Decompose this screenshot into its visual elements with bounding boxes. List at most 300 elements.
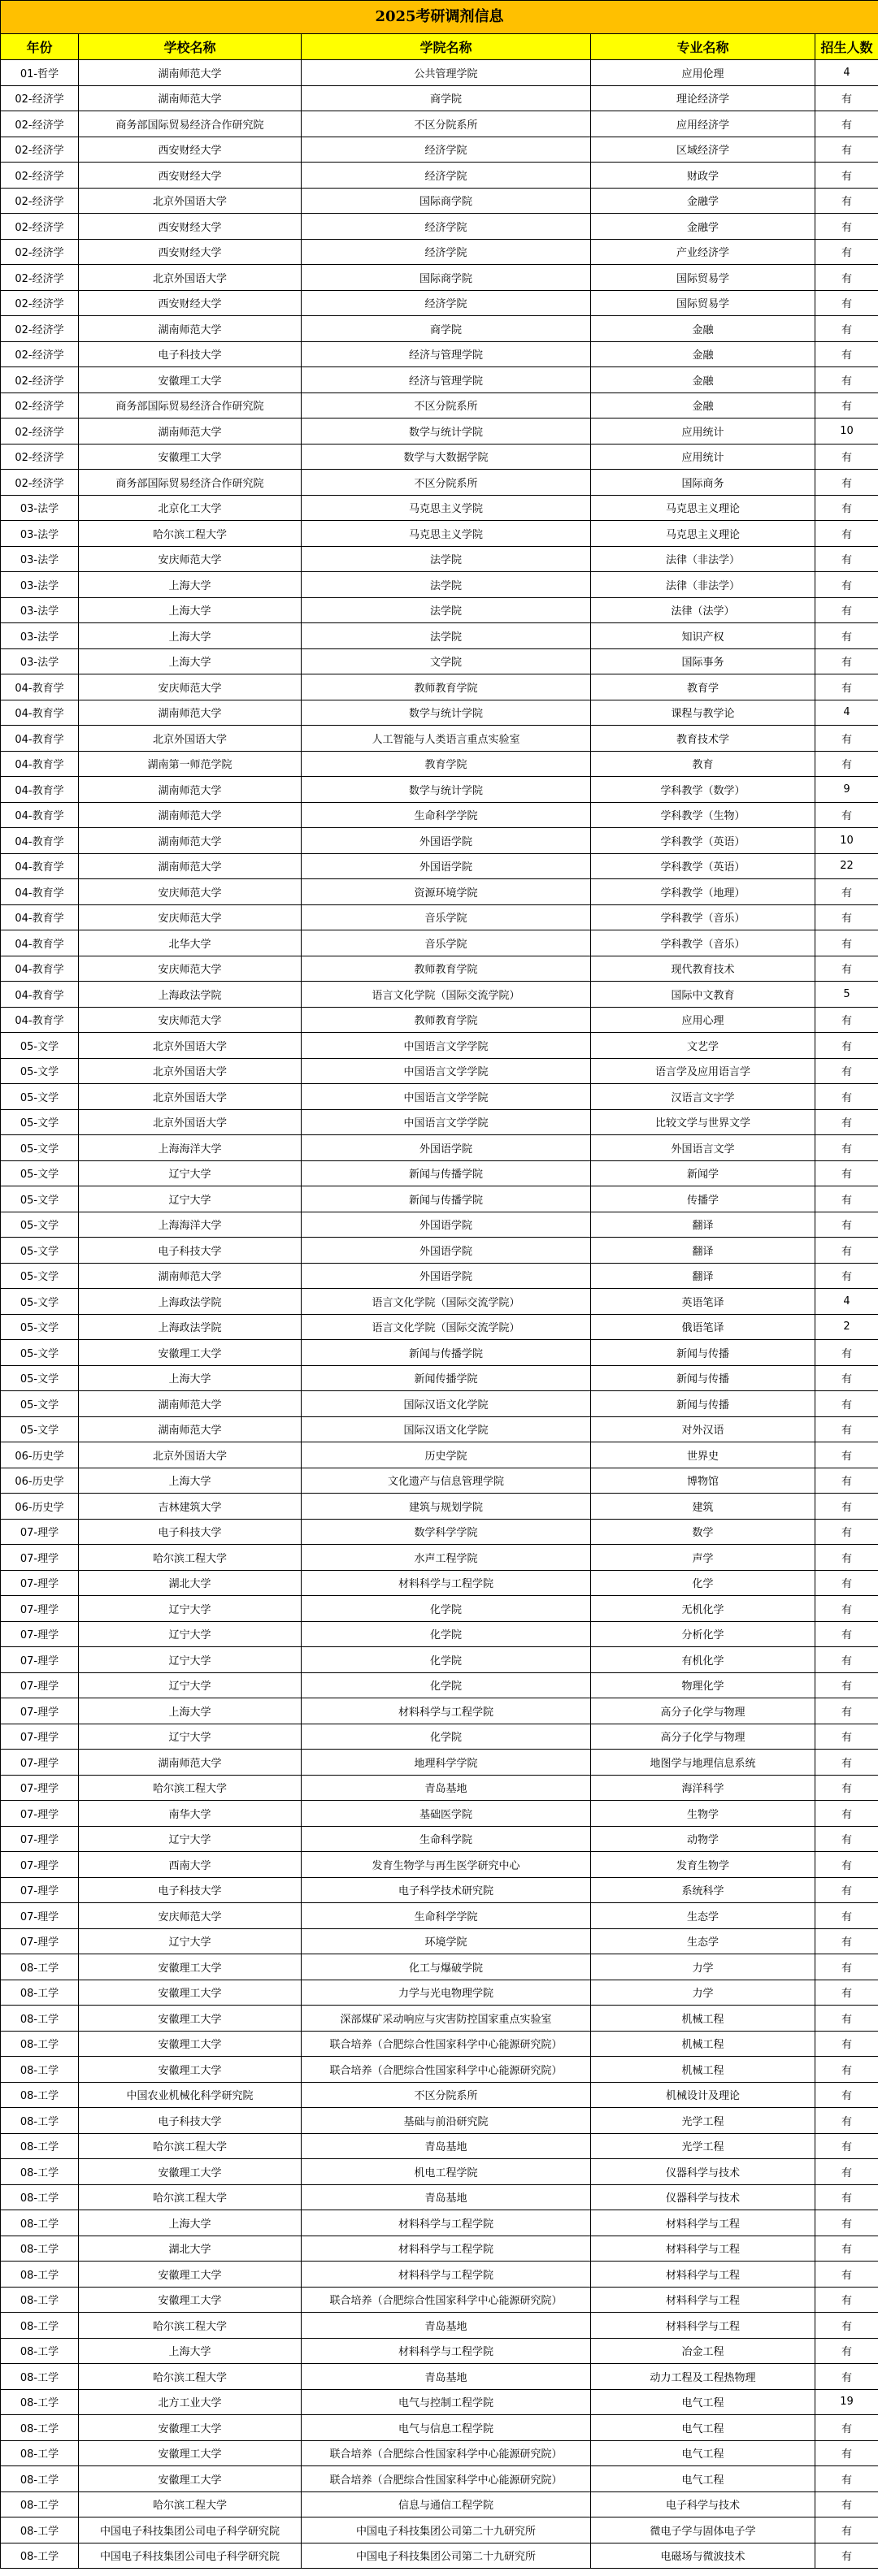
- cell-school: 哈尔滨工程大学: [79, 2313, 302, 2339]
- cell-college: 环境学院: [302, 1928, 591, 1954]
- cell-major: 语言学及应用语言学: [591, 1058, 815, 1084]
- cell-college: 青岛基地: [302, 2133, 591, 2159]
- cell-college: 中国电子科技集团公司第二十九研究所: [302, 2517, 591, 2543]
- table-row: [1, 1212, 878, 1238]
- table-row: [1, 930, 878, 956]
- cell-major: 知识产权: [591, 623, 815, 649]
- cell-major: 新闻与传播: [591, 1391, 815, 1417]
- table-row: [1, 674, 878, 700]
- cell-college: 材料科学与工程学院: [302, 2236, 591, 2262]
- cell-major: 比较文学与世界文学: [591, 1109, 815, 1135]
- cell-school: 湖南师范大学: [79, 1263, 302, 1289]
- table-row: [1, 597, 878, 623]
- cell-school: 哈尔滨工程大学: [79, 1545, 302, 1571]
- cell-enrollment: 有: [815, 1750, 878, 1776]
- cell-major: 仪器科学与技术: [591, 2184, 815, 2210]
- cell-major: 机械设计及理论: [591, 2082, 815, 2108]
- cell-college: 化学院: [302, 1647, 591, 1673]
- cell-college: 材料科学与工程学院: [302, 2338, 591, 2364]
- table-row: [1, 2057, 878, 2083]
- cell-enrollment: 有: [815, 1160, 878, 1186]
- cell-school: 北京外国语大学: [79, 1109, 302, 1135]
- cell-year: 08-工学: [1, 1980, 79, 2006]
- cell-college: 化学院: [302, 1596, 591, 1622]
- cell-enrollment: 有: [815, 2006, 878, 2032]
- cell-college: 历史学院: [302, 1442, 591, 1468]
- cell-college: 材料科学与工程学院: [302, 1698, 591, 1724]
- cell-year: 08-工学: [1, 2082, 79, 2108]
- cell-college: 青岛基地: [302, 2313, 591, 2339]
- table-row: [1, 2082, 878, 2108]
- table-row: [1, 418, 878, 445]
- cell-major: 机械工程: [591, 2057, 815, 2083]
- cell-enrollment: 有: [815, 1877, 878, 1903]
- cell-school: 上海大学: [79, 1698, 302, 1724]
- cell-major: 国际事务: [591, 648, 815, 674]
- cell-school: 吉林建筑大学: [79, 1494, 302, 1520]
- cell-year: 05-文学: [1, 1033, 79, 1059]
- cell-college: 经济与管理学院: [302, 341, 591, 367]
- cell-year: 06-历史学: [1, 1468, 79, 1494]
- cell-college: 新闻与传播学院: [302, 1340, 591, 1366]
- table-row: [1, 2313, 878, 2339]
- cell-major: 电气工程: [591, 2415, 815, 2441]
- cell-year: 08-工学: [1, 2543, 79, 2569]
- cell-school: 辽宁大学: [79, 1186, 302, 1212]
- cell-enrollment: 10: [815, 828, 878, 854]
- cell-school: 湖南师范大学: [79, 777, 302, 803]
- cell-school: 哈尔滨工程大学: [79, 2133, 302, 2159]
- cell-school: 湖北大学: [79, 2236, 302, 2262]
- cell-major: 学科教学（音乐）: [591, 930, 815, 956]
- table-row: [1, 751, 878, 777]
- cell-year: 02-经济学: [1, 418, 79, 445]
- cell-enrollment: 有: [815, 214, 878, 240]
- cell-school: 哈尔滨工程大学: [79, 2364, 302, 2390]
- cell-school: 上海政法学院: [79, 1314, 302, 1340]
- cell-major: 材料科学与工程: [591, 2210, 815, 2236]
- cell-major: 俄语笔译: [591, 1314, 815, 1340]
- table-row: [1, 982, 878, 1008]
- cell-school: 湖南师范大学: [79, 1391, 302, 1417]
- cell-enrollment: 有: [815, 2236, 878, 2262]
- table-row: [1, 2133, 878, 2159]
- table-row: [1, 904, 878, 930]
- cell-year: 02-经济学: [1, 137, 79, 163]
- cell-year: 07-理学: [1, 1570, 79, 1596]
- cell-enrollment: 有: [815, 444, 878, 470]
- cell-school: 安庆师范大学: [79, 879, 302, 905]
- table-row: [1, 802, 878, 828]
- cell-enrollment: 有: [815, 879, 878, 905]
- cell-school: 安徽理工大学: [79, 2031, 302, 2057]
- table-row: [1, 700, 878, 726]
- table-row: [1, 572, 878, 598]
- cell-college: 信息与通信工程学院: [302, 2491, 591, 2517]
- cell-year: 03-法学: [1, 546, 79, 572]
- cell-school: 湖南师范大学: [79, 802, 302, 828]
- cell-major: 力学: [591, 1954, 815, 1980]
- table-row: [1, 1109, 878, 1135]
- cell-enrollment: 有: [815, 726, 878, 752]
- cell-college: 国际商学院: [302, 265, 591, 291]
- cell-enrollment: 有: [815, 1801, 878, 1827]
- cell-enrollment: 有: [815, 239, 878, 265]
- cell-college: 公共管理学院: [302, 60, 591, 86]
- cell-year: 05-文学: [1, 1289, 79, 1315]
- cell-major: 翻译: [591, 1263, 815, 1289]
- cell-school: 辽宁大学: [79, 1647, 302, 1673]
- cell-college: 经济学院: [302, 290, 591, 316]
- cell-enrollment: 有: [815, 648, 878, 674]
- cell-major: 电磁场与微波技术: [591, 2543, 815, 2569]
- cell-enrollment: 有: [815, 546, 878, 572]
- cell-year: 04-教育学: [1, 802, 79, 828]
- cell-school: 安徽理工大学: [79, 2159, 302, 2185]
- cell-year: 02-经济学: [1, 290, 79, 316]
- cell-college: 发育生物学与再生医学研究中心: [302, 1852, 591, 1878]
- cell-year: 06-历史学: [1, 1494, 79, 1520]
- cell-enrollment: 有: [815, 1058, 878, 1084]
- cell-college: 青岛基地: [302, 2364, 591, 2390]
- cell-major: 地图学与地理信息系统: [591, 1750, 815, 1776]
- table-body: [1, 60, 878, 2569]
- cell-college: 文学院: [302, 648, 591, 674]
- cell-year: 03-法学: [1, 521, 79, 547]
- cell-school: 西安财经大学: [79, 239, 302, 265]
- cell-major: 法律（非法学）: [591, 572, 815, 598]
- cell-year: 05-文学: [1, 1416, 79, 1442]
- table-row: [1, 521, 878, 547]
- cell-enrollment: 有: [815, 623, 878, 649]
- cell-enrollment: 有: [815, 1570, 878, 1596]
- cell-enrollment: 有: [815, 1647, 878, 1673]
- cell-year: 08-工学: [1, 2313, 79, 2339]
- cell-college: 教育学院: [302, 751, 591, 777]
- cell-school: 辽宁大学: [79, 1596, 302, 1622]
- cell-enrollment: 19: [815, 2389, 878, 2415]
- cell-year: 04-教育学: [1, 777, 79, 803]
- cell-year: 07-理学: [1, 1775, 79, 1801]
- cell-year: 05-文学: [1, 1135, 79, 1161]
- cell-major: 国际贸易学: [591, 265, 815, 291]
- table-row: [1, 290, 878, 316]
- cell-major: 理论经济学: [591, 85, 815, 111]
- cell-enrollment: 有: [815, 1724, 878, 1750]
- cell-major: 机械工程: [591, 2006, 815, 2032]
- cell-college: 地理科学学院: [302, 1750, 591, 1776]
- cell-college: 数学科学学院: [302, 1519, 591, 1545]
- cell-major: 光学工程: [591, 2108, 815, 2134]
- cell-school: 北京外国语大学: [79, 265, 302, 291]
- cell-college: 人工智能与人类语言重点实验室: [302, 726, 591, 752]
- cell-enrollment: 有: [815, 1545, 878, 1571]
- cell-major: 应用伦理: [591, 60, 815, 86]
- cell-school: 电子科技大学: [79, 1238, 302, 1264]
- table-title: 2025考研调剂信息: [0, 0, 878, 33]
- table-row: [1, 367, 878, 393]
- cell-year: 08-工学: [1, 2184, 79, 2210]
- cell-enrollment: 有: [815, 1416, 878, 1442]
- cell-college: 数学与统计学院: [302, 777, 591, 803]
- table-row: [1, 2466, 878, 2492]
- cell-year: 04-教育学: [1, 700, 79, 726]
- cell-college: 法学院: [302, 546, 591, 572]
- cell-enrollment: 有: [815, 904, 878, 930]
- cell-college: 外国语学院: [302, 828, 591, 854]
- cell-college: 化学院: [302, 1724, 591, 1750]
- cell-major: 电气工程: [591, 2440, 815, 2466]
- cell-school: 中国电子科技集团公司电子科学研究院: [79, 2543, 302, 2569]
- cell-college: 材料科学与工程学院: [302, 1570, 591, 1596]
- table-row: [1, 1494, 878, 1520]
- cell-school: 西安财经大学: [79, 163, 302, 189]
- cell-enrollment: 有: [815, 2133, 878, 2159]
- cell-enrollment: 有: [815, 2364, 878, 2390]
- cell-major: 汉语言文字学: [591, 1084, 815, 1110]
- cell-major: 应用心理: [591, 1007, 815, 1033]
- table-row: [1, 2159, 878, 2185]
- cell-year: 03-法学: [1, 597, 79, 623]
- table-row: [1, 392, 878, 418]
- cell-college: 文化遗产与信息管理学院: [302, 1468, 591, 1494]
- cell-major: 应用统计: [591, 444, 815, 470]
- cell-school: 中国农业机械化科学研究院: [79, 2082, 302, 2108]
- cell-major: 物理化学: [591, 1672, 815, 1698]
- cell-college: 生命科学院: [302, 1826, 591, 1852]
- cell-major: 材料科学与工程: [591, 2287, 815, 2313]
- table-row: [1, 726, 878, 752]
- cell-enrollment: 有: [815, 1186, 878, 1212]
- cell-major: 无机化学: [591, 1596, 815, 1622]
- cell-enrollment: 有: [815, 597, 878, 623]
- cell-year: 07-理学: [1, 1877, 79, 1903]
- cell-school: 上海政法学院: [79, 1289, 302, 1315]
- cell-major: 法律（法学）: [591, 597, 815, 623]
- cell-year: 05-文学: [1, 1186, 79, 1212]
- cell-major: 冶金工程: [591, 2338, 815, 2364]
- cell-year: 07-理学: [1, 1545, 79, 1571]
- table-row: [1, 853, 878, 879]
- cell-school: 上海大学: [79, 572, 302, 598]
- table-row: [1, 1775, 878, 1801]
- table-row: [1, 2491, 878, 2517]
- cell-school: 哈尔滨工程大学: [79, 521, 302, 547]
- cell-college: 马克思主义学院: [302, 495, 591, 521]
- table-row: [1, 1826, 878, 1852]
- cell-enrollment: 有: [815, 2543, 878, 2569]
- cell-college: 中国语言文学学院: [302, 1109, 591, 1135]
- cell-enrollment: 有: [815, 1928, 878, 1954]
- cell-major: 金融: [591, 392, 815, 418]
- cell-enrollment: 有: [815, 1238, 878, 1264]
- table-row: [1, 1621, 878, 1647]
- cell-college: 国际汉语文化学院: [302, 1391, 591, 1417]
- cell-school: 商务部国际贸易经济合作研究院: [79, 392, 302, 418]
- cell-college: 经济学院: [302, 137, 591, 163]
- cell-enrollment: 有: [815, 1340, 878, 1366]
- cell-school: 安庆师范大学: [79, 904, 302, 930]
- cell-major: 新闻学: [591, 1160, 815, 1186]
- cell-college: 数学与大数据学院: [302, 444, 591, 470]
- cell-school: 北京外国语大学: [79, 726, 302, 752]
- cell-year: 01-哲学: [1, 60, 79, 86]
- cell-year: 04-教育学: [1, 930, 79, 956]
- cell-year: 04-教育学: [1, 726, 79, 752]
- cell-school: 西南大学: [79, 1852, 302, 1878]
- cell-year: 03-法学: [1, 495, 79, 521]
- cell-enrollment: 有: [815, 1391, 878, 1417]
- table-row: [1, 1596, 878, 1622]
- cell-college: 电气与控制工程学院: [302, 2389, 591, 2415]
- cell-major: 新闻与传播: [591, 1340, 815, 1366]
- table-row: [1, 956, 878, 982]
- cell-major: 动力工程及工程热物理: [591, 2364, 815, 2390]
- cell-school: 安徽理工大学: [79, 2057, 302, 2083]
- cell-major: 应用经济学: [591, 111, 815, 137]
- column-header-major: 专业名称: [591, 34, 815, 60]
- cell-year: 04-教育学: [1, 1007, 79, 1033]
- cell-year: 02-经济学: [1, 392, 79, 418]
- table-row: [1, 2287, 878, 2313]
- table-row: [1, 1135, 878, 1161]
- cell-year: 07-理学: [1, 1519, 79, 1545]
- cell-enrollment: 5: [815, 982, 878, 1008]
- cell-college: 不区分院系所: [302, 111, 591, 137]
- table-row: [1, 1545, 878, 1571]
- cell-school: 上海大学: [79, 648, 302, 674]
- cell-school: 北京化工大学: [79, 495, 302, 521]
- cell-college: 电气与信息工程学院: [302, 2415, 591, 2441]
- table-row: [1, 1877, 878, 1903]
- cell-year: 04-教育学: [1, 904, 79, 930]
- cell-enrollment: 有: [815, 1852, 878, 1878]
- cell-college: 外国语学院: [302, 1212, 591, 1238]
- cell-school: 辽宁大学: [79, 1621, 302, 1647]
- cell-year: 04-教育学: [1, 879, 79, 905]
- table-row: [1, 1314, 878, 1340]
- cell-college: 新闻与传播学院: [302, 1160, 591, 1186]
- cell-enrollment: 有: [815, 1442, 878, 1468]
- cell-school: 安庆师范大学: [79, 956, 302, 982]
- cell-year: 08-工学: [1, 2491, 79, 2517]
- table-row: [1, 2517, 878, 2543]
- cell-school: 上海大学: [79, 1468, 302, 1494]
- cell-enrollment: 有: [815, 956, 878, 982]
- cell-major: 高分子化学与物理: [591, 1724, 815, 1750]
- cell-college: 青岛基地: [302, 1775, 591, 1801]
- cell-year: 08-工学: [1, 2108, 79, 2134]
- cell-school: 辽宁大学: [79, 1724, 302, 1750]
- cell-school: 湖南师范大学: [79, 60, 302, 86]
- cell-college: 语言文化学院（国际交流学院）: [302, 982, 591, 1008]
- cell-school: 北方工业大学: [79, 2389, 302, 2415]
- cell-major: 国际商务: [591, 470, 815, 496]
- cell-major: 学科教学（英语）: [591, 853, 815, 879]
- table-row: [1, 1186, 878, 1212]
- cell-year: 04-教育学: [1, 982, 79, 1008]
- cell-year: 07-理学: [1, 1928, 79, 1954]
- cell-college: 不区分院系所: [302, 470, 591, 496]
- cell-enrollment: 有: [815, 1596, 878, 1622]
- cell-college: 教师教育学院: [302, 1007, 591, 1033]
- cell-major: 现代教育技术: [591, 956, 815, 982]
- cell-year: 07-理学: [1, 1647, 79, 1673]
- table-row: [1, 495, 878, 521]
- cell-enrollment: 有: [815, 2338, 878, 2364]
- cell-enrollment: 有: [815, 1672, 878, 1698]
- table-row: [1, 1365, 878, 1391]
- table-row: [1, 1570, 878, 1596]
- cell-year: 08-工学: [1, 2031, 79, 2057]
- cell-school: 湖南师范大学: [79, 1750, 302, 1776]
- column-header-school: 学校名称: [79, 34, 302, 60]
- cell-major: 金融学: [591, 188, 815, 214]
- cell-year: 05-文学: [1, 1212, 79, 1238]
- cell-college: 联合培养（合肥综合性国家科学中心能源研究院）: [302, 2440, 591, 2466]
- column-header-enrollment: 招生人数: [815, 34, 878, 60]
- cell-major: 机械工程: [591, 2031, 815, 2057]
- cell-college: 外国语学院: [302, 1263, 591, 1289]
- table-row: [1, 2440, 878, 2466]
- cell-enrollment: 9: [815, 777, 878, 803]
- table-row: [1, 111, 878, 137]
- cell-school: 电子科技大学: [79, 1519, 302, 1545]
- cell-major: 微电子学与固体电子学: [591, 2517, 815, 2543]
- cell-enrollment: 有: [815, 751, 878, 777]
- cell-school: 湖南师范大学: [79, 418, 302, 445]
- cell-enrollment: 有: [815, 1468, 878, 1494]
- table-row: [1, 1954, 878, 1980]
- cell-enrollment: 有: [815, 137, 878, 163]
- table-row: [1, 1160, 878, 1186]
- cell-school: 电子科技大学: [79, 2108, 302, 2134]
- cell-school: 哈尔滨工程大学: [79, 2184, 302, 2210]
- cell-college: 法学院: [302, 572, 591, 598]
- cell-major: 学科教学（地理）: [591, 879, 815, 905]
- cell-college: 材料科学与工程学院: [302, 2262, 591, 2288]
- cell-enrollment: 有: [815, 1494, 878, 1520]
- cell-college: 新闻与传播学院: [302, 1186, 591, 1212]
- cell-school: 安徽理工大学: [79, 367, 302, 393]
- table-row: [1, 1672, 878, 1698]
- cell-school: 上海大学: [79, 1365, 302, 1391]
- cell-year: 08-工学: [1, 2440, 79, 2466]
- cell-school: 辽宁大学: [79, 1672, 302, 1698]
- cell-college: 商学院: [302, 85, 591, 111]
- cell-major: 力学: [591, 1980, 815, 2006]
- cell-enrollment: 4: [815, 700, 878, 726]
- cell-year: 04-教育学: [1, 956, 79, 982]
- cell-college: 马克思主义学院: [302, 521, 591, 547]
- cell-major: 声学: [591, 1545, 815, 1571]
- table-row: [1, 2184, 878, 2210]
- cell-major: 光学工程: [591, 2133, 815, 2159]
- table-row: [1, 341, 878, 367]
- table-row: [1, 2108, 878, 2134]
- cell-college: 国际汉语文化学院: [302, 1416, 591, 1442]
- cell-enrollment: 有: [815, 2108, 878, 2134]
- cell-school: 北京外国语大学: [79, 1058, 302, 1084]
- cell-college: 经济学院: [302, 239, 591, 265]
- cell-major: 材料科学与工程: [591, 2262, 815, 2288]
- cell-major: 电气工程: [591, 2389, 815, 2415]
- cell-major: 对外汉语: [591, 1416, 815, 1442]
- cell-school: 安庆师范大学: [79, 674, 302, 700]
- cell-major: 翻译: [591, 1212, 815, 1238]
- table-row: [1, 2236, 878, 2262]
- cell-major: 化学: [591, 1570, 815, 1596]
